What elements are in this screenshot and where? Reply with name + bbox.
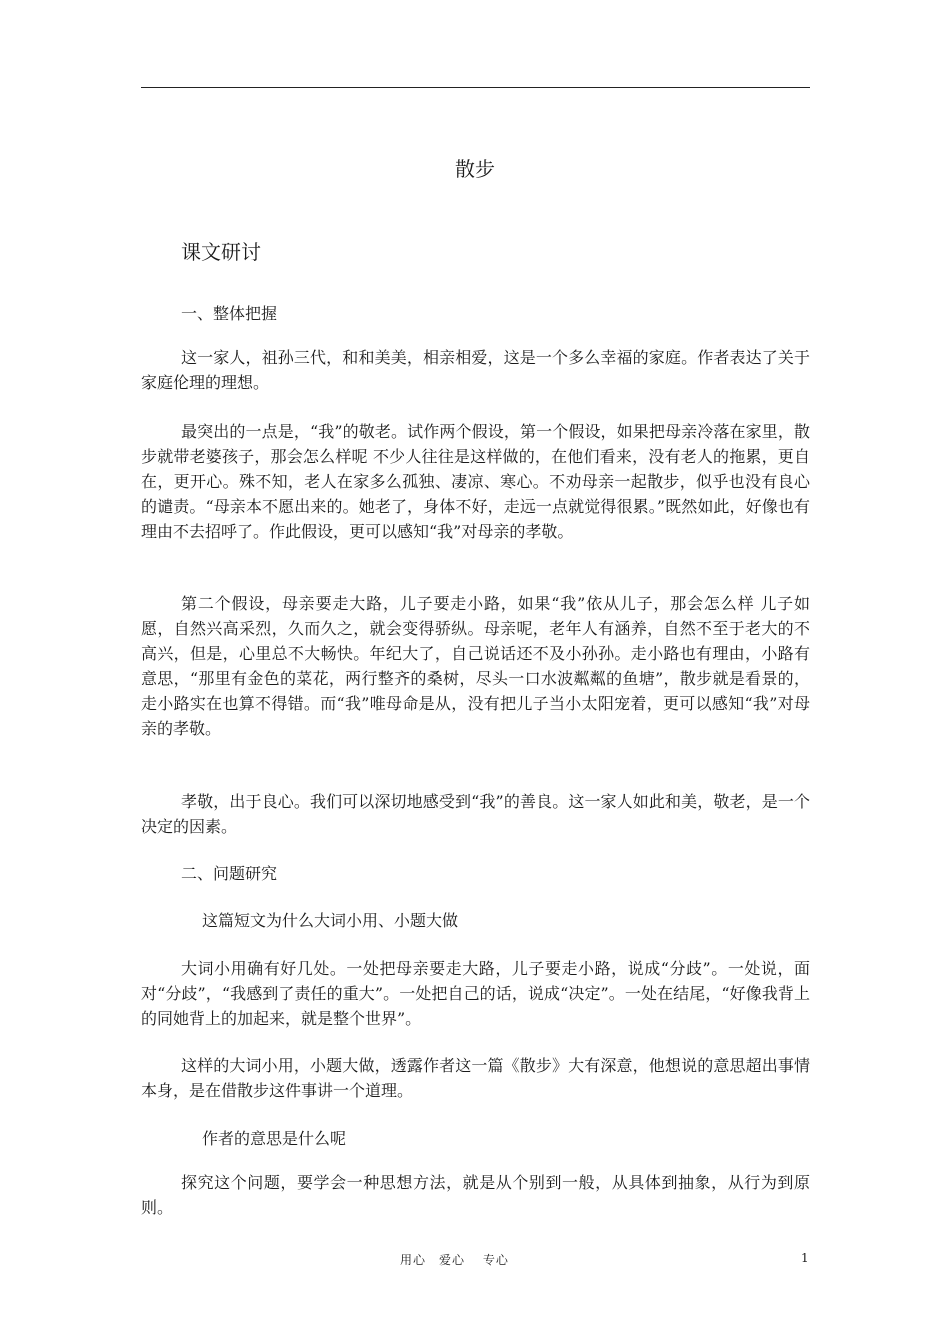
header-rule bbox=[141, 87, 810, 88]
page-title: 散步 bbox=[455, 157, 495, 181]
paragraph-deeper-meaning: 这样的大词小用，小题大做，透露作者这一篇《散步》大有深意，他想说的意思超出事情本身，是在借散步这件事讲一个道理。 bbox=[141, 1056, 810, 1100]
heading-overall-grasp: 一、整体把握 bbox=[181, 304, 278, 323]
paragraph-second-hypothesis: 第二个假设，母亲要走大路，儿子要走小路，如果“我”依从儿子，那会怎么样 儿子如愿，自然兴高采烈，久而久之，就会变得骄纵。母亲呢，老年人有涵养，自然不至于老大的不高兴，但是，心里总不大畅快。年纪大了，自己说话还不及小孙孙。走小路也有理由，小路有意思，“那里有金色的菜花，两行整齐的桑树，尽头一口水波粼粼的鱼塘”，散步就是看景的，走小路实在也算不得错。而“我”唯母命是从，没有把儿子当小太阳宠着，更可以感知“我”对母亲的孝敬。 bbox=[141, 594, 810, 738]
paragraph-filial-piety: 孝敬，出于良心。我们可以深切地感受到“我”的善良。这一家人如此和美，敬老，是一个决定的因素。 bbox=[141, 792, 810, 836]
question-big-words: 这篇短文为什么大词小用、小题大做 bbox=[202, 911, 459, 930]
paragraph-big-words: 大词小用确有好几处。一处把母亲要走大路，儿子要走小路，说成“分歧”。一处说，面对“分歧”，“我感到了责任的重大”。一处把自己的话，说成“决定”。一处在结尾，“好像我背上的同她背上的加起来，就是整个世界”。 bbox=[141, 959, 810, 1028]
paragraph-first-hypothesis: 最突出的一点是，“我”的敬老。试作两个假设，第一个假设，如果把母亲冷落在家里，散步就带老婆孩子，那会怎么样呢 不少人往往是这样做的，在他们看来，没有老人的拖累，更自在，更开心。殊不知，老人在家多么孤独、凄凉、寒心。不劝母亲一起散步，似乎也没有良心的谴责。“母亲本不愿出来的。她老了，身体不好，走远一点就觉得很累。”既然如此，好像也有理由不去招呼了。作此假设，更可以感知“我”对母亲的孝敬。 bbox=[141, 422, 810, 541]
question-author-meaning: 作者的意思是什么呢 bbox=[202, 1129, 347, 1148]
paragraph-thinking-method: 探究这个问题，要学会一种思想方法，就是从个别到一般，从具体到抽象，从行为到原则。 bbox=[141, 1173, 810, 1217]
heading-question-research: 二、问题研究 bbox=[181, 864, 278, 883]
section-title: 课文研讨 bbox=[181, 240, 261, 264]
footer-motto: 用心 爱心 专心 bbox=[400, 1253, 509, 1267]
page-number: 1 bbox=[801, 1251, 809, 1265]
paragraph-family-ideal: 这一家人，祖孙三代，和和美美，相亲相爱，这是一个多么幸福的家庭。作者表达了关于家庭伦理的理想。 bbox=[141, 348, 810, 392]
